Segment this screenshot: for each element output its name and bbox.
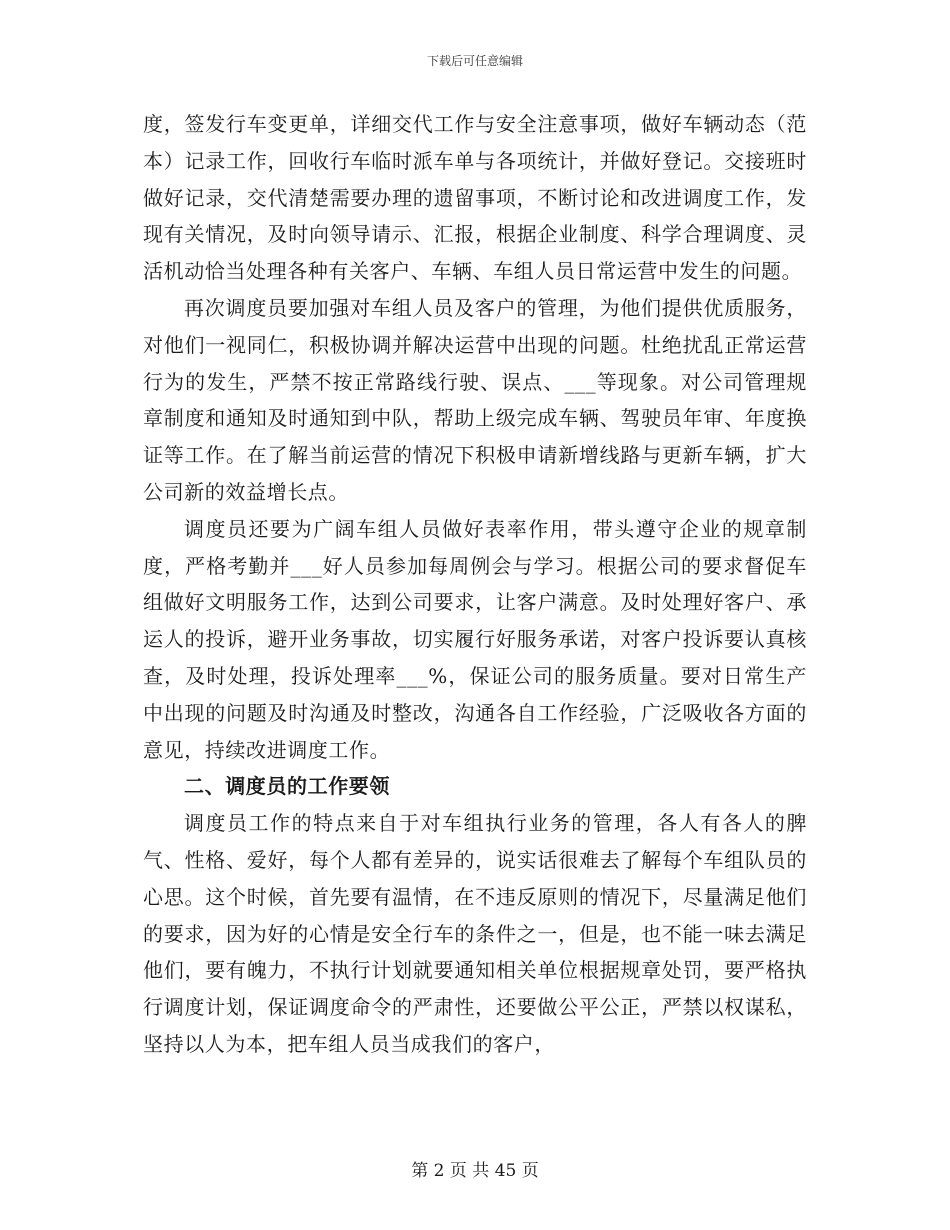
paragraph-example-role: 调度员还要为广阔车组人员做好表率作用，带头遵守企业的规章制度，严格考勤并___好人员参加每周例会与学习。根据公司的要求督促车组做好文明服务工作，达到公司要求，让客户满意。及时处理好客户、承运人的投诉，避开业务事故，切实履行好服务承诺，对客户投诉要认真核查，及时处理，投诉处理率___%，保证公司的服务质量。要对日常生产中出现的问题及时沟通及时整改，沟通各自工作经验，广泛吸收各方面的意见，持续改进调度工作。 [143, 516, 807, 762]
page-header [0, 52, 950, 69]
page-footer [0, 1156, 950, 1181]
paragraph-continued: 度，签发行车变更单，详细交代工作与安全注意事项，做好车辆动态（范本）记录工作，回收行车临时派车单与各项统计，并做好登记。交接班时做好记录，交代清楚需要办理的遗留事项，不断讨论和改进调度工作，发现有关情况，及时向领导请示、汇报，根据企业制度、科学合理调度、灵活机动恰当处理各种有关客户、车辆、车组人员日常运营中发生的问题。 [143, 112, 807, 284]
section-heading: 二、调度员的工作要领 [184, 774, 390, 799]
edit-note: 下载后可任意编辑 [426, 54, 523, 68]
paragraph-key-points: 调度员工作的特点来自于对车组执行业务的管理，各人有各人的脾气、性格、爱好，每个人都有差异的，说实话很难去了解每个车组队员的心思。这个时候，首先要有温情，在不违反原则的情况下，尽量满足他们的要求，因为好的心情是安全行车的条件之一，但是，也不能一味去满足他们，要有魄力，不执行计划就要通知相关单位根据规章处罚，要严格执行调度计划，保证调度命令的严肃性，还要做公平公正，严禁以权谋私，坚持以人为本，把车组人员当成我们的客户， [143, 811, 807, 1056]
document-body [143, 106, 807, 1063]
page-number: 第 2 页 共 45 页 [411, 1161, 539, 1181]
paragraph-management: 再次调度员要加强对车组人员及客户的管理，为他们提供优质服务，对他们一视同仁，积极协调并解决运营中出现的问题。杜绝扰乱正常运营行为的发生，严禁不按正常路线行驶、误点、___等现象。对公司管理规章制度和通知及时通知到中队，帮助上级完成车辆、驾驶员年审、年度换证等工作。在了解当前运营的情况下积极申请新增线路与更新车辆，扩大公司新的效益增长点。 [143, 295, 807, 504]
